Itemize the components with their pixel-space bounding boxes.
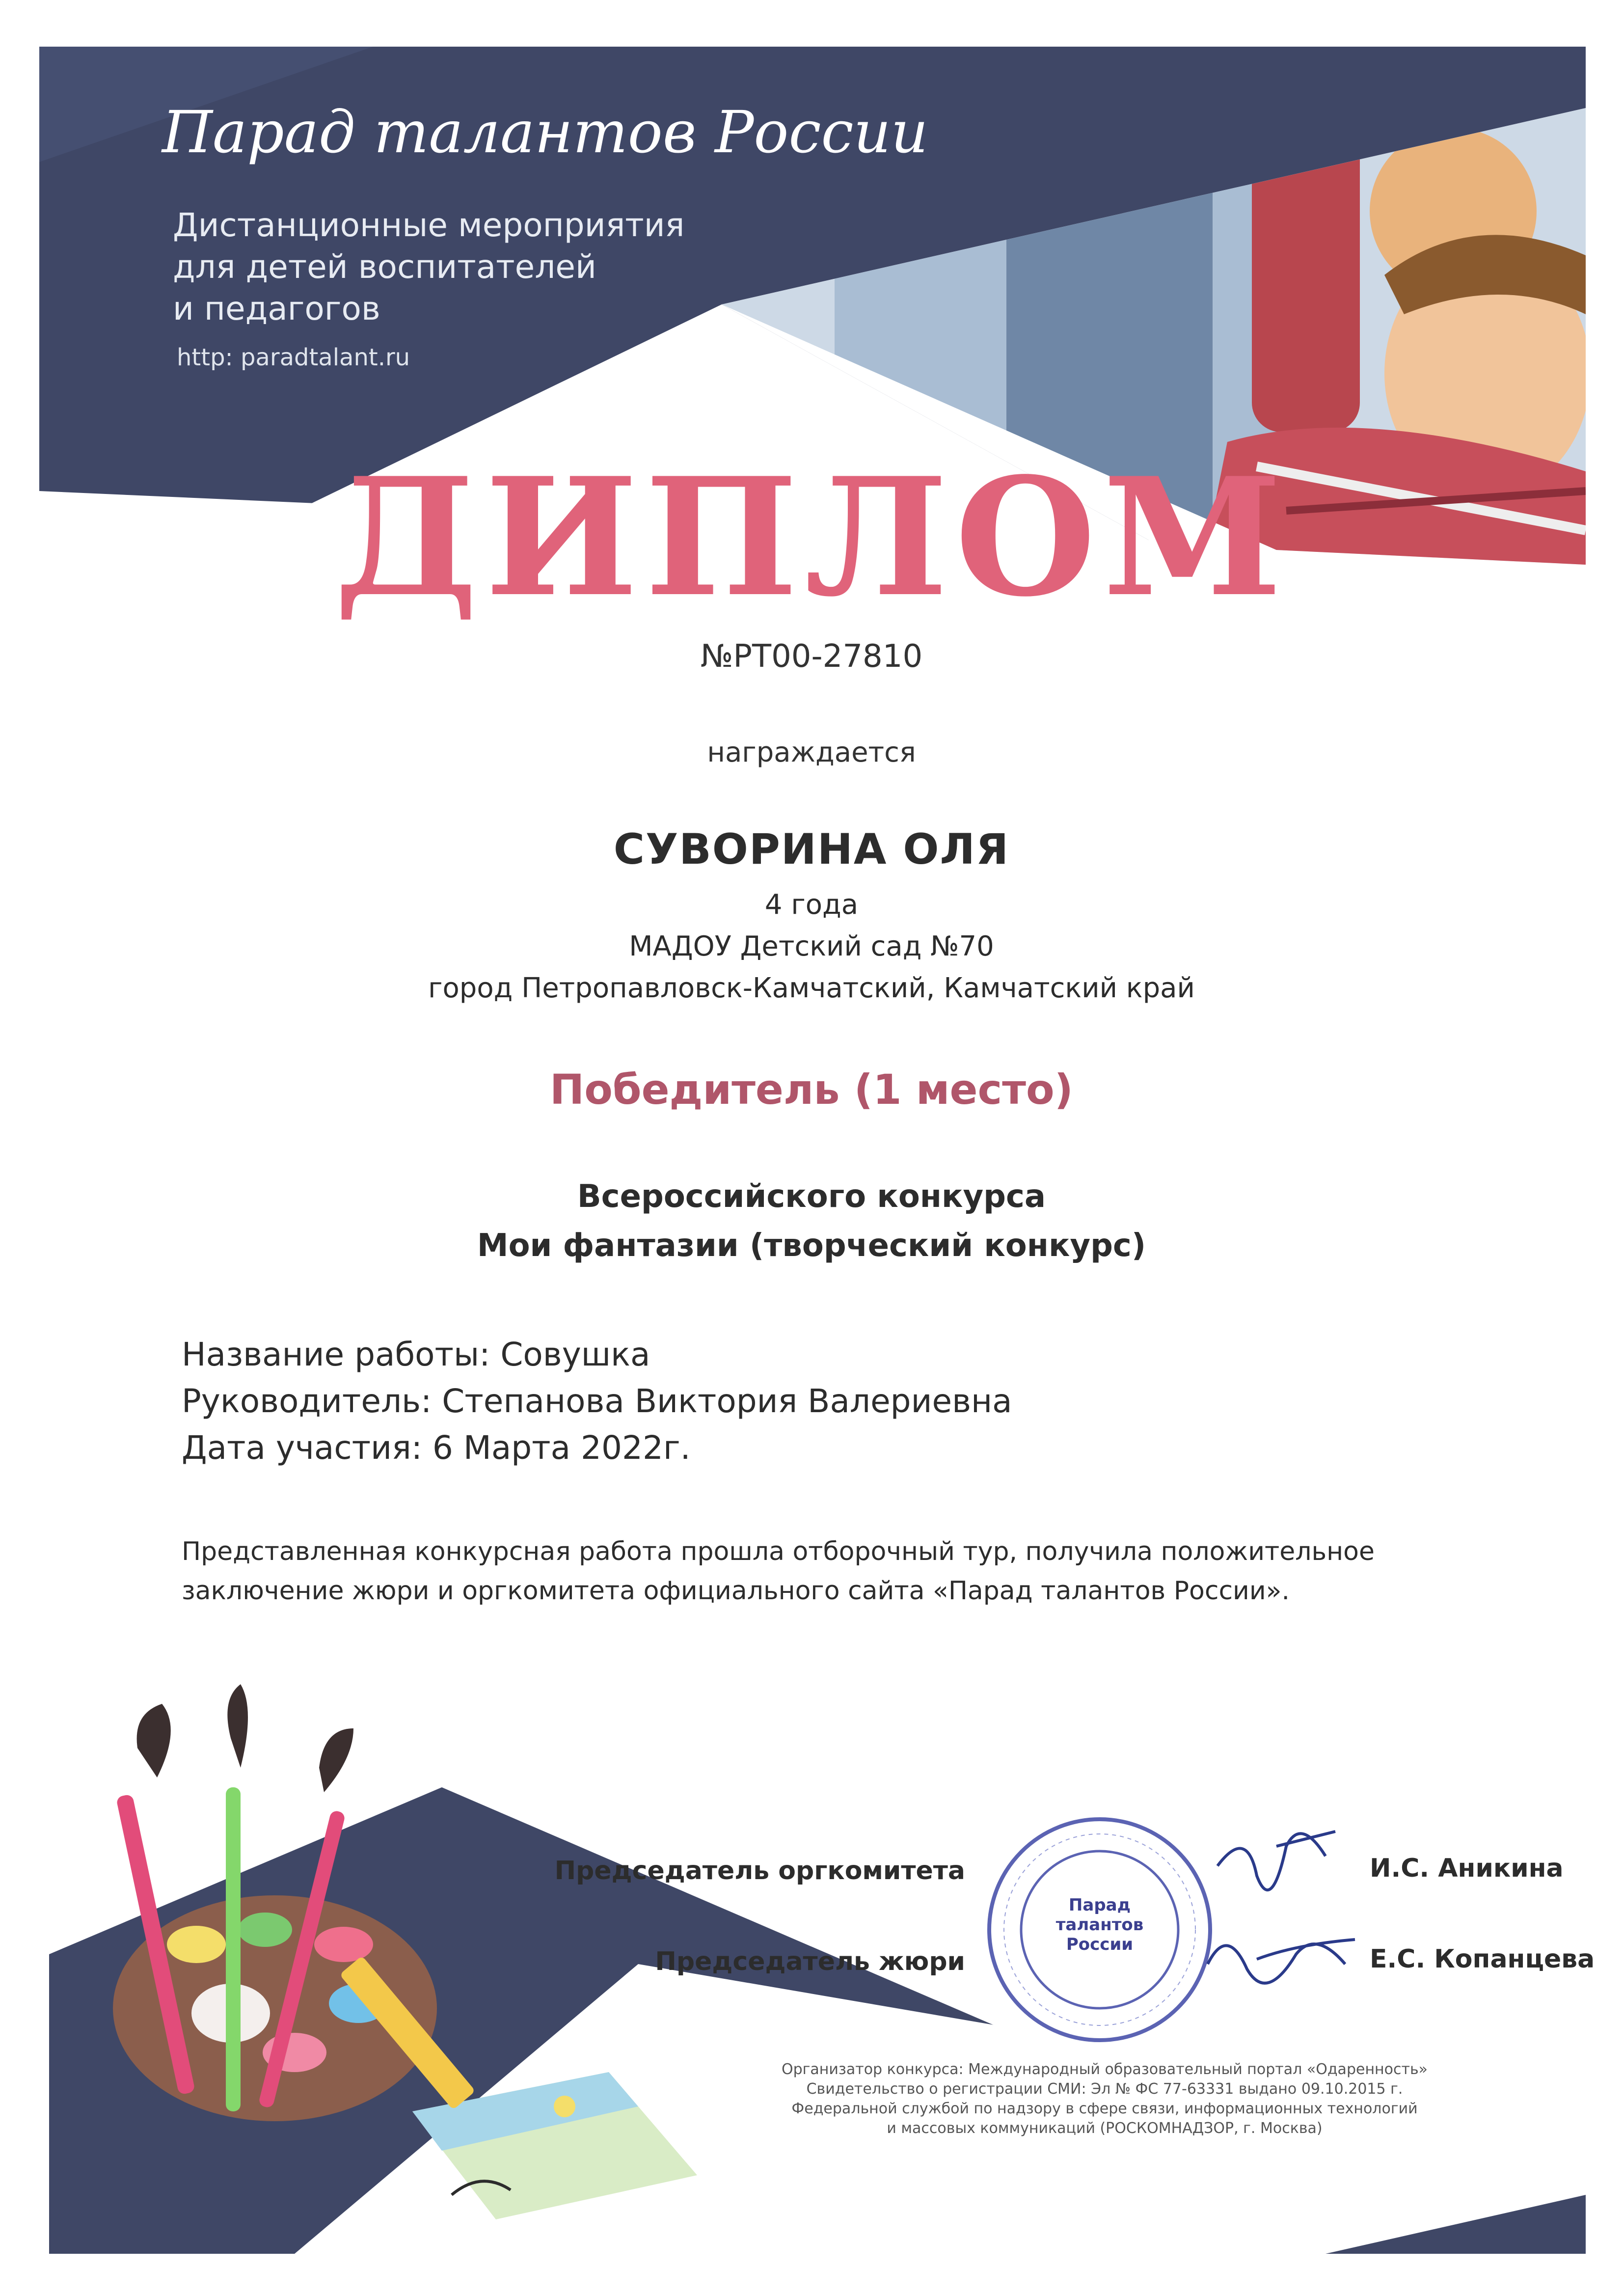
diploma-title: ДИПЛОМ (334, 442, 1289, 632)
stamp-center-text (1041, 1895, 1159, 1954)
work-title: Название работы: Совушка (182, 1336, 650, 1373)
tagline-line-1: Дистанционные мероприятия (173, 206, 685, 244)
tagline-line-3: и педагогов (173, 290, 380, 328)
contest-line-1: Всероссийского конкурса (577, 1178, 1046, 1215)
stamp-line-3: России (1066, 1935, 1134, 1954)
org-chair-name: И.С. Аникина (1370, 1854, 1564, 1883)
contest-line-2: Мои фантазии (творческий конкурс) (477, 1228, 1146, 1264)
diploma-number: №РТ00-27810 (700, 638, 923, 675)
organizer-line-1: Организатор конкурса: Международный образовательный портал «Одаренность» (781, 2061, 1428, 2078)
participation-date: Дата участия: 6 Марта 2022г. (182, 1429, 691, 1467)
jury-chair-name: Е.С. Копанцева (1370, 1944, 1595, 1974)
signature-1 (1217, 1831, 1335, 1890)
jury-chair-role: Председатель жюри (655, 1947, 965, 1976)
organizer-line-2: Свидетельство о регистрации СМИ: Эл № ФС 77-63331 выдано 09.10.2015 г. (806, 2080, 1403, 2098)
signature-2 (1208, 1940, 1355, 1983)
recipient-institution: МАДОУ Детский сад №70 (629, 930, 994, 962)
awarded-label: награждается (707, 737, 916, 768)
stamp-line-1: Парад (1068, 1895, 1131, 1915)
statement-line-1: Представленная конкурсная работа прошла отборочный тур, получила положительное (182, 1537, 1375, 1566)
recipient-age: 4 года (764, 889, 859, 921)
stamp-line-2: талантов (1055, 1915, 1144, 1935)
award-place: Победитель (1 место) (549, 1066, 1074, 1114)
tagline-line-2: для детей воспитателей (173, 248, 596, 286)
brand-title: Парад талантов России (162, 98, 928, 166)
work-supervisor: Руководитель: Степанова Виктория Валериевна (182, 1382, 1012, 1420)
organizer-line-4: и массовых коммуникаций (РОСКОМНАДЗОР, г. Москва) (887, 2120, 1323, 2137)
statement-line-2: заключение жюри и оргкомитета официального сайта «Парад талантов России». (182, 1576, 1290, 1606)
org-chair-role: Председатель оргкомитета (554, 1856, 965, 1886)
site-url: http: paradtalant.ru (177, 344, 410, 371)
organizer-note (687, 2060, 1522, 2138)
organizer-line-3: Федеральной службой по надзору в сфере связи, информационных технологий (791, 2100, 1418, 2117)
recipient-location: город Петропавловск-Камчатский, Камчатский край (428, 972, 1195, 1004)
recipient-name: СУВОРИНА ОЛЯ (613, 825, 1010, 874)
